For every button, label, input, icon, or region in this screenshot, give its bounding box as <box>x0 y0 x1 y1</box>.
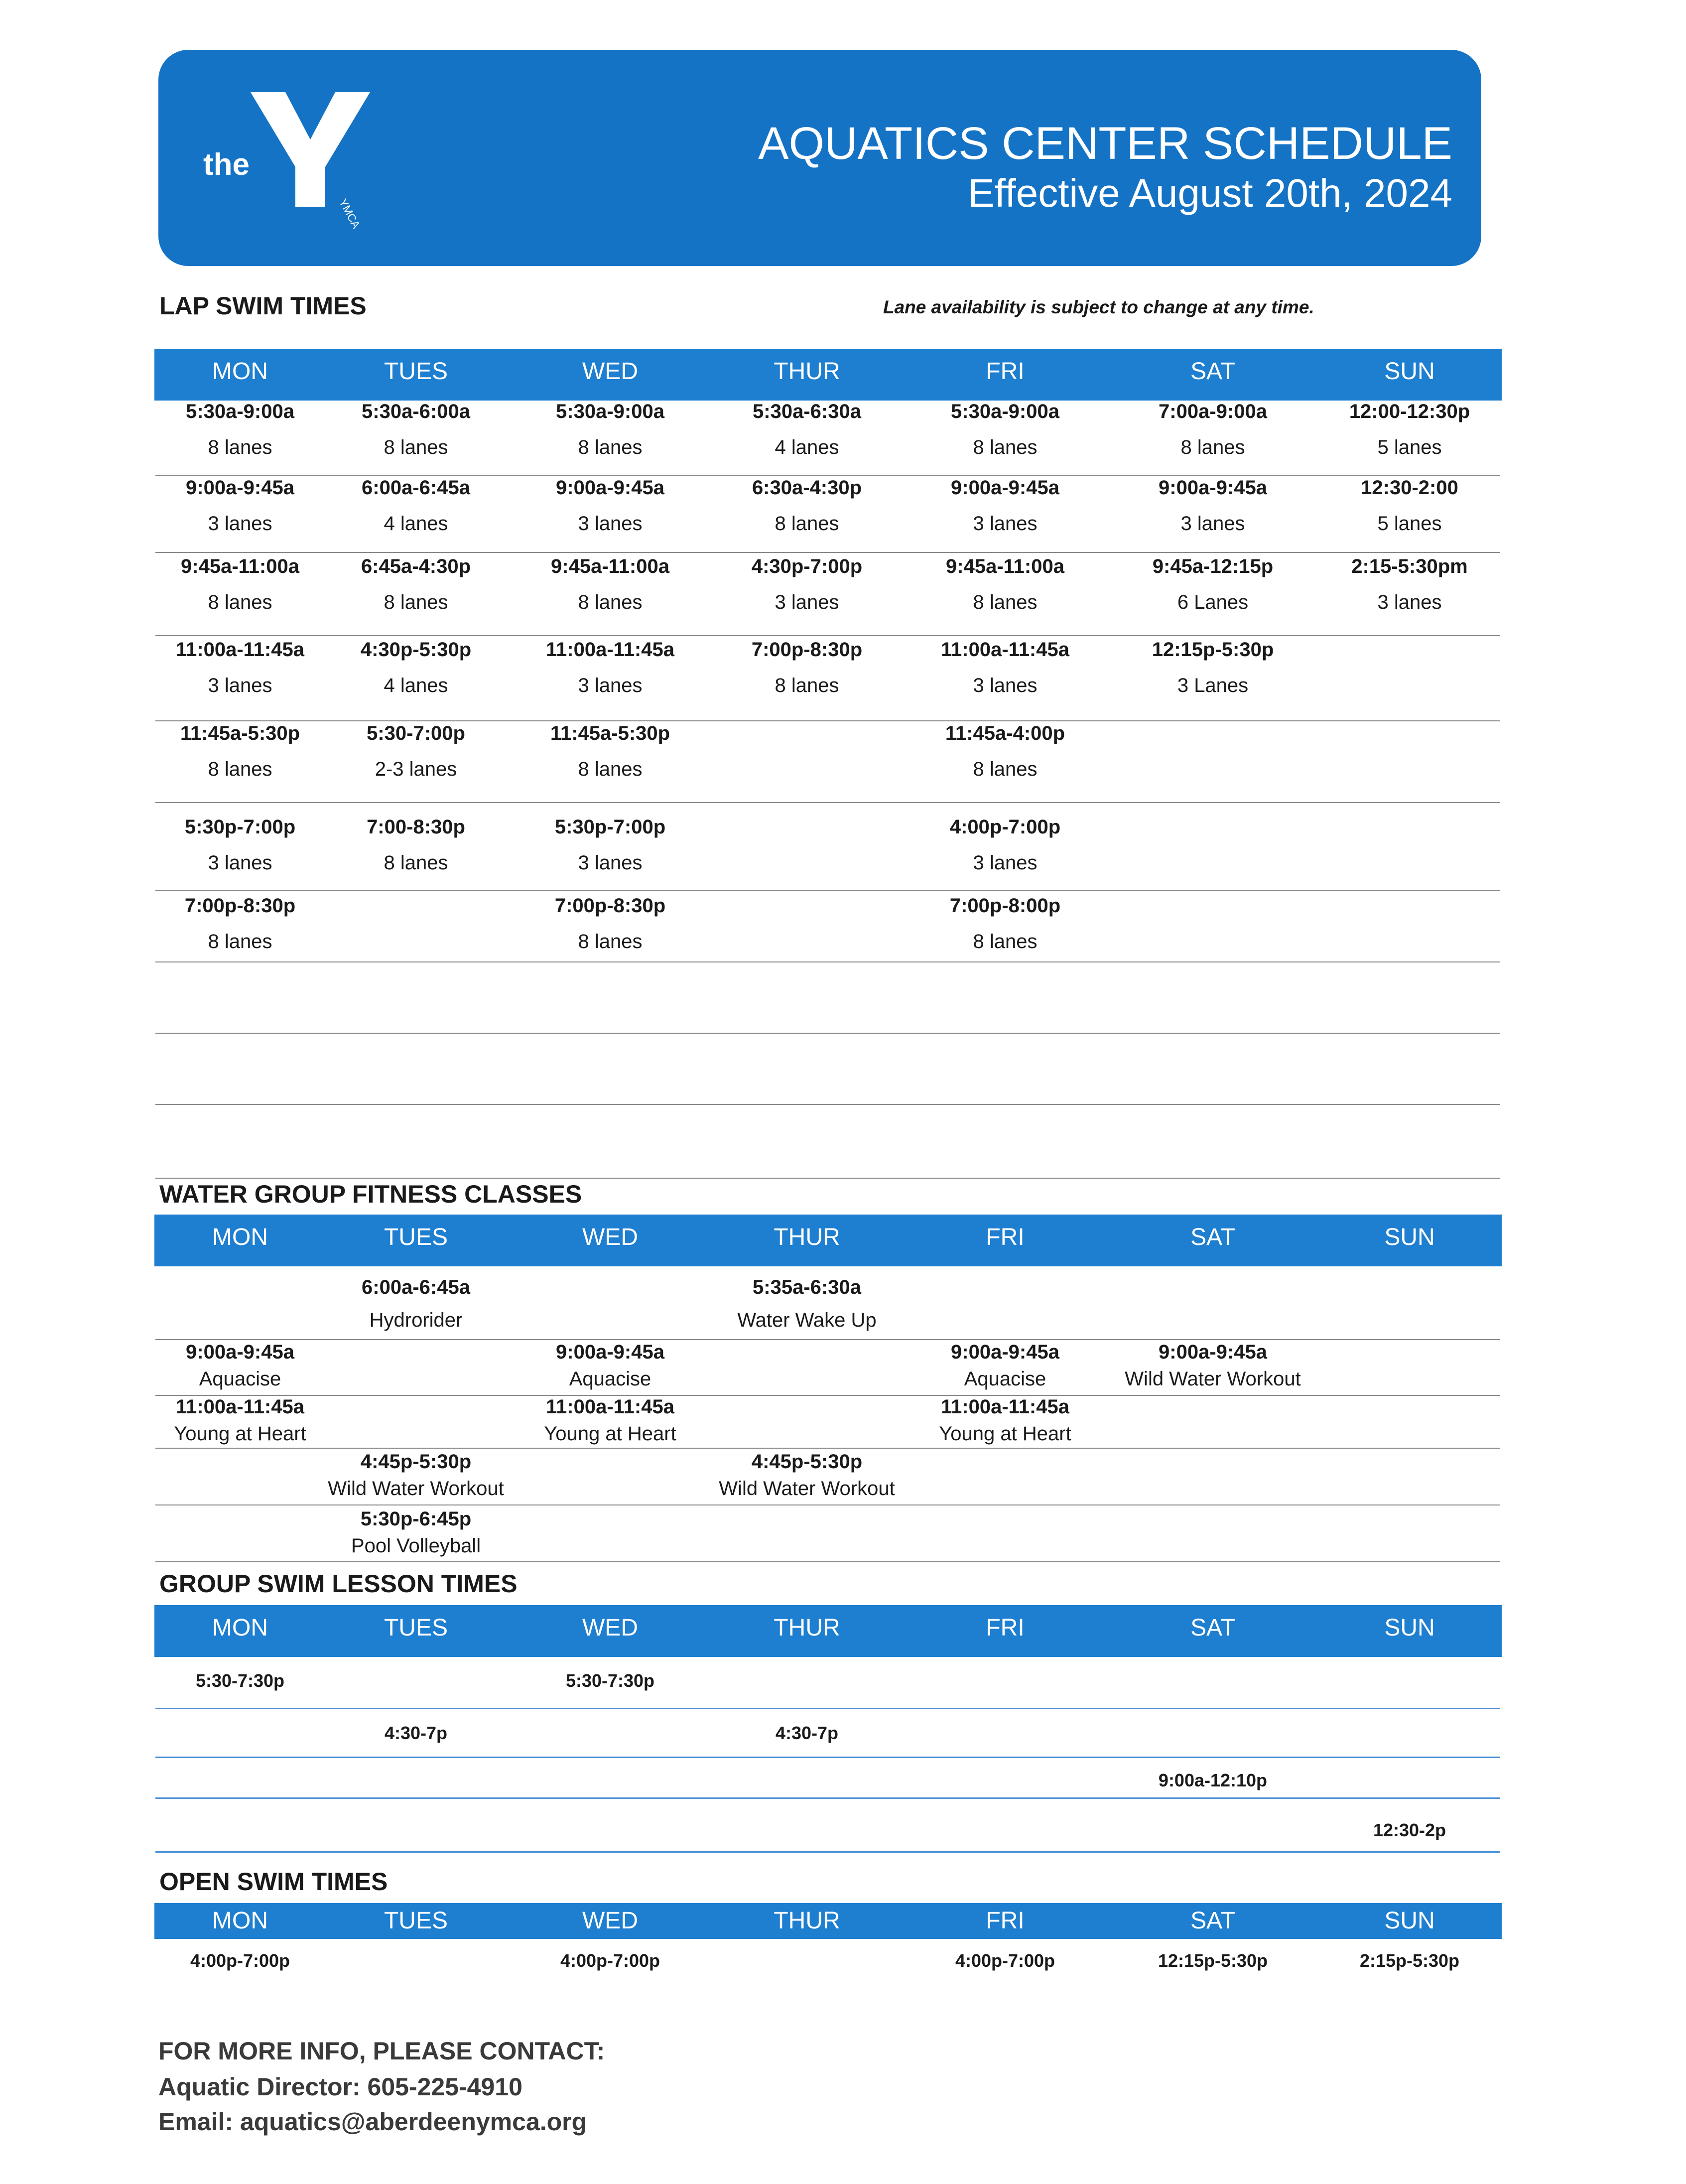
page-subtitle: Effective August 20th, 2024 <box>968 171 1452 215</box>
slot-lanes: 3 lanes <box>1180 513 1245 535</box>
lap-swim-slot <box>1320 476 1499 536</box>
slot-lanes: 8 lanes <box>578 436 643 458</box>
day-label-thur: THUR <box>774 1615 840 1641</box>
open-swim-day-header <box>154 1903 1502 1939</box>
contact-director: Aquatic Director: 605-225-4910 <box>158 2073 522 2101</box>
slot-time: 7:00p-8:30p <box>554 895 666 917</box>
slot-time: 5:30a-6:00a <box>362 401 470 422</box>
lesson-row-divider <box>155 1708 1500 1709</box>
slot-time: 5:30a-6:30a <box>753 401 861 422</box>
class-time: 9:00a-9:45a <box>1159 1341 1267 1363</box>
lap-swim-slot <box>326 638 506 697</box>
class-time: 9:00a-9:45a <box>556 1341 664 1363</box>
lap-swim-slot <box>1123 476 1302 536</box>
slot-time: 7:00-8:30p <box>367 816 465 838</box>
lap-swim-slot <box>915 554 1095 614</box>
slot-lanes: 3 lanes <box>1377 591 1442 613</box>
slot-time: 12:15p-5:30p <box>1152 639 1274 661</box>
slot-lanes: 5 lanes <box>1377 513 1442 535</box>
lap-swim-slot <box>915 476 1095 536</box>
lesson-time: 4:30-7p <box>775 1723 839 1743</box>
fitness-day-header <box>154 1215 1502 1266</box>
lesson-slot <box>326 1721 506 1745</box>
day-label-wed: WED <box>582 1615 638 1641</box>
lap-row-divider <box>155 961 1500 962</box>
class-name: Water Wake Up <box>737 1309 877 1331</box>
lap-swim-slot <box>150 721 330 781</box>
lap-swim-day-header <box>154 349 1502 401</box>
lap-swim-slot <box>1320 554 1499 614</box>
day-label-fri: FRI <box>986 1615 1025 1641</box>
day-label-sat: SAT <box>1190 1615 1235 1641</box>
slot-lanes: 3 lanes <box>578 675 643 696</box>
logo-the-text: the <box>203 147 250 182</box>
slot-time: 11:45a-4:00p <box>945 722 1065 744</box>
class-time: 11:00a-11:45a <box>940 1396 1069 1418</box>
slot-lanes: 8 lanes <box>208 931 272 953</box>
lap-swim-slot <box>150 815 330 875</box>
slot-lanes: 3 lanes <box>973 852 1038 874</box>
slot-lanes: 3 lanes <box>973 513 1038 535</box>
slot-time: 7:00p-8:00p <box>949 895 1061 917</box>
slot-time: 9:00a-9:45a <box>1159 477 1267 499</box>
open-swim-time: 12:15p-5:30p <box>1158 1950 1268 1971</box>
day-label-thur: THUR <box>774 358 840 385</box>
lesson-time: 9:00a-12:10p <box>1158 1770 1268 1790</box>
day-label-mon: MON <box>212 1908 268 1934</box>
lessons-title: GROUP SWIM LESSON TIMES <box>159 1570 518 1598</box>
slot-time: 2:15-5:30pm <box>1351 555 1468 577</box>
slot-lanes: 4 lanes <box>384 513 448 535</box>
lap-swim-slot <box>1123 638 1302 697</box>
slot-time: 7:00p-8:30p <box>751 639 863 661</box>
lap-swim-slot <box>915 638 1095 697</box>
lap-row-divider <box>155 1178 1500 1179</box>
day-label-sun: SUN <box>1384 1908 1435 1934</box>
lesson-row-divider <box>155 1851 1500 1853</box>
slot-lanes: 4 lanes <box>775 436 839 458</box>
slot-lanes: 2-3 lanes <box>375 758 457 780</box>
fitness-title: WATER GROUP FITNESS CLASSES <box>159 1180 582 1208</box>
slot-lanes: 3 lanes <box>775 591 839 613</box>
lap-swim-title: LAP SWIM TIMES <box>159 292 367 320</box>
lap-swim-slot <box>520 638 700 697</box>
slot-time: 11:00a-11:45a <box>940 639 1069 661</box>
open-swim-time: 4:00p-7:00p <box>955 1950 1055 1971</box>
lessons-day-header <box>154 1605 1502 1657</box>
fitness-class <box>702 1275 911 1332</box>
lap-row-divider <box>155 1104 1500 1105</box>
lap-swim-slot <box>150 554 330 614</box>
lap-row-divider <box>155 890 1500 891</box>
logo-ymca-text: YMCA <box>336 197 363 231</box>
open-swim-slot <box>150 1949 330 1973</box>
lap-swim-slot <box>326 815 506 875</box>
lap-swim-slot <box>150 476 330 536</box>
slot-lanes: 3 Lanes <box>1177 675 1249 696</box>
slot-time: 11:00a-11:45a <box>175 639 304 661</box>
fitness-row-divider <box>155 1448 1500 1449</box>
lap-swim-slot <box>520 554 700 614</box>
slot-lanes: 8 lanes <box>208 436 272 458</box>
lesson-time: 4:30-7p <box>384 1723 448 1743</box>
slot-time: 12:00-12:30p <box>1349 401 1470 422</box>
slot-lanes: 8 lanes <box>208 591 272 613</box>
fitness-class <box>1108 1340 1317 1391</box>
slot-time: 9:00a-9:45a <box>556 477 664 499</box>
day-label-wed: WED <box>582 1908 638 1934</box>
lap-swim-slot <box>915 721 1095 781</box>
lap-swim-slot <box>717 400 897 459</box>
lap-swim-slot <box>520 400 700 459</box>
lap-swim-slot <box>915 400 1095 459</box>
day-label-wed: WED <box>582 358 638 385</box>
open-swim-slot <box>520 1949 700 1973</box>
lesson-time: 5:30-7:30p <box>565 1670 655 1691</box>
slot-lanes: 8 lanes <box>384 436 448 458</box>
slot-time: 12:30-2:00 <box>1361 477 1458 499</box>
lap-row-divider <box>155 552 1500 553</box>
day-label-sun: SUN <box>1384 358 1435 385</box>
slot-time: 9:45a-12:15p <box>1152 555 1274 577</box>
class-time: 6:00a-6:45a <box>362 1276 470 1298</box>
slot-time: 5:30a-9:00a <box>186 401 294 422</box>
slot-time: 4:30p-5:30p <box>360 639 472 661</box>
slot-lanes: 8 lanes <box>973 591 1038 613</box>
slot-time: 4:30p-7:00p <box>751 555 863 577</box>
slot-lanes: 8 lanes <box>578 758 643 780</box>
lap-swim-slot <box>150 894 330 954</box>
lap-swim-slot <box>717 638 897 697</box>
slot-lanes: 4 lanes <box>384 675 448 696</box>
slot-time: 5:30a-9:00a <box>556 401 664 422</box>
slot-lanes: 8 lanes <box>973 436 1038 458</box>
fitness-class <box>311 1275 520 1332</box>
fitness-class <box>506 1395 715 1446</box>
slot-lanes: 3 lanes <box>208 852 272 874</box>
slot-time: 9:00a-9:45a <box>951 477 1059 499</box>
contact-email[interactable]: Email: aquatics@aberdeenymca.org <box>158 2108 587 2136</box>
lap-swim-slot <box>1320 400 1499 459</box>
slot-lanes: 8 lanes <box>775 513 839 535</box>
lesson-slot <box>520 1669 700 1693</box>
class-time: 5:35a-6:30a <box>753 1276 861 1298</box>
slot-time: 7:00a-9:00a <box>1159 401 1267 422</box>
slot-lanes: 8 lanes <box>1180 436 1245 458</box>
day-label-sun: SUN <box>1384 1224 1435 1250</box>
ymca-y-icon <box>251 92 370 207</box>
day-label-tues: TUES <box>384 1224 448 1250</box>
fitness-class <box>311 1507 520 1558</box>
lap-swim-slot <box>1123 554 1302 614</box>
slot-time: 9:00a-9:45a <box>186 477 294 499</box>
class-time: 9:00a-9:45a <box>951 1341 1059 1363</box>
slot-time: 11:45a-5:30p <box>180 722 300 744</box>
slot-time: 11:45a-5:30p <box>550 722 670 744</box>
lap-swim-slot <box>326 554 506 614</box>
fitness-class <box>702 1450 911 1501</box>
fitness-class <box>901 1395 1110 1446</box>
lap-row-divider <box>155 802 1500 803</box>
lap-swim-slot <box>717 554 897 614</box>
lap-swim-slot <box>717 476 897 536</box>
day-label-sat: SAT <box>1190 1224 1235 1250</box>
day-label-sat: SAT <box>1190 358 1235 385</box>
class-time: 4:45p-5:30p <box>360 1451 472 1473</box>
slot-lanes: 3 lanes <box>208 675 272 696</box>
class-name: Pool Volleyball <box>351 1535 481 1557</box>
day-label-tues: TUES <box>384 1615 448 1641</box>
class-name: Wild Water Workout <box>328 1478 504 1500</box>
slot-time: 5:30-7:00p <box>367 722 465 744</box>
lap-swim-slot <box>915 894 1095 954</box>
class-name: Wild Water Workout <box>719 1478 895 1500</box>
slot-time: 6:00a-6:45a <box>362 477 470 499</box>
slot-lanes: 8 lanes <box>973 758 1038 780</box>
day-label-thur: THUR <box>774 1224 840 1250</box>
class-name: Aquacise <box>199 1368 281 1390</box>
lap-swim-slot <box>326 400 506 459</box>
open-swim-slot <box>1123 1949 1302 1973</box>
lap-swim-slot <box>520 721 700 781</box>
slot-lanes: 5 lanes <box>1377 436 1442 458</box>
day-label-thur: THUR <box>774 1908 840 1934</box>
slot-time: 5:30p-7:00p <box>184 816 296 838</box>
day-label-wed: WED <box>582 1224 638 1250</box>
slot-time: 9:45a-11:00a <box>551 555 669 577</box>
class-name: Wild Water Workout <box>1125 1368 1301 1390</box>
header-banner <box>158 50 1481 266</box>
slot-lanes: 3 lanes <box>208 513 272 535</box>
fitness-row-divider <box>155 1395 1500 1396</box>
slot-lanes: 8 lanes <box>973 931 1038 953</box>
slot-lanes: 3 lanes <box>578 852 643 874</box>
lesson-row-divider <box>155 1757 1500 1758</box>
slot-lanes: 8 lanes <box>384 591 448 613</box>
class-time: 11:00a-11:45a <box>545 1396 674 1418</box>
ymca-logo <box>203 92 383 237</box>
day-label-sat: SAT <box>1190 1908 1235 1934</box>
class-time: 5:30p-6:45p <box>360 1508 472 1530</box>
slot-lanes: 3 lanes <box>973 675 1038 696</box>
slot-lanes: 3 lanes <box>578 513 643 535</box>
class-name: Aquacise <box>964 1368 1046 1390</box>
day-label-sun: SUN <box>1384 1615 1435 1641</box>
lesson-slot <box>150 1669 330 1693</box>
slot-time: 6:30a-4:30p <box>752 477 862 499</box>
lap-swim-slot <box>150 400 330 459</box>
fitness-class <box>135 1340 345 1391</box>
lap-row-divider <box>155 635 1500 636</box>
slot-time: 9:45a-11:00a <box>946 555 1064 577</box>
fitness-class <box>506 1340 715 1391</box>
day-label-fri: FRI <box>986 1224 1025 1250</box>
slot-time: 7:00p-8:30p <box>184 895 296 917</box>
day-label-mon: MON <box>212 1224 268 1250</box>
lesson-row-divider <box>155 1797 1500 1799</box>
open-swim-slot <box>915 1949 1095 1973</box>
class-name: Aquacise <box>569 1368 651 1390</box>
slot-lanes: 8 lanes <box>578 591 643 613</box>
slot-time: 5:30p-7:00p <box>554 816 666 838</box>
slot-time: 9:45a-11:00a <box>181 555 299 577</box>
lesson-slot <box>1320 1818 1499 1842</box>
lap-row-divider <box>155 1033 1500 1034</box>
fitness-row-divider <box>155 1504 1500 1505</box>
class-name: Hydrorider <box>369 1309 463 1331</box>
open-swim-title: OPEN SWIM TIMES <box>159 1868 388 1896</box>
day-label-mon: MON <box>212 1615 268 1641</box>
contact-heading: FOR MORE INFO, PLEASE CONTACT: <box>158 2037 605 2065</box>
lesson-slot <box>1123 1769 1302 1792</box>
lap-swim-slot <box>520 476 700 536</box>
slot-lanes: 6 Lanes <box>1177 591 1249 613</box>
slot-time: 6:45a-4:30p <box>361 555 471 577</box>
lap-swim-slot <box>520 894 700 954</box>
open-swim-time: 4:00p-7:00p <box>190 1950 290 1971</box>
lesson-time: 12:30-2p <box>1373 1820 1446 1840</box>
lane-availability-note: Lane availability is subject to change at any time. <box>883 297 1314 317</box>
lap-swim-slot <box>915 815 1095 875</box>
lap-swim-slot <box>1123 400 1302 459</box>
slot-lanes: 8 lanes <box>208 758 272 780</box>
slot-lanes: 8 lanes <box>578 931 643 953</box>
lap-swim-slot <box>520 815 700 875</box>
slot-lanes: 8 lanes <box>775 675 839 696</box>
slot-lanes: 8 lanes <box>384 852 448 874</box>
slot-time: 5:30a-9:00a <box>951 401 1059 422</box>
class-time: 4:45p-5:30p <box>751 1451 863 1473</box>
slot-time: 11:00a-11:45a <box>545 639 674 661</box>
day-label-fri: FRI <box>986 358 1025 385</box>
class-name: Young at Heart <box>174 1423 306 1445</box>
class-time: 11:00a-11:45a <box>175 1396 304 1418</box>
day-label-tues: TUES <box>384 358 448 385</box>
day-label-mon: MON <box>212 358 268 385</box>
lesson-time: 5:30-7:30p <box>195 1670 285 1691</box>
slot-time: 4:00p-7:00p <box>949 816 1061 838</box>
lap-swim-slot <box>326 476 506 536</box>
fitness-class <box>311 1450 520 1501</box>
class-name: Young at Heart <box>939 1423 1071 1445</box>
lap-swim-slot <box>326 721 506 781</box>
lesson-slot <box>717 1721 897 1745</box>
fitness-class <box>135 1395 345 1446</box>
page-title: AQUATICS CENTER SCHEDULE <box>758 118 1452 169</box>
open-swim-time: 4:00p-7:00p <box>560 1950 660 1971</box>
fitness-row-divider <box>155 1561 1500 1562</box>
open-swim-time: 2:15p-5:30p <box>1359 1950 1460 1971</box>
class-time: 9:00a-9:45a <box>186 1341 294 1363</box>
lap-swim-slot <box>150 638 330 697</box>
fitness-class <box>901 1340 1110 1391</box>
class-name: Young at Heart <box>544 1423 676 1445</box>
day-label-tues: TUES <box>384 1908 448 1934</box>
open-swim-slot <box>1320 1949 1499 1973</box>
day-label-fri: FRI <box>986 1908 1025 1934</box>
